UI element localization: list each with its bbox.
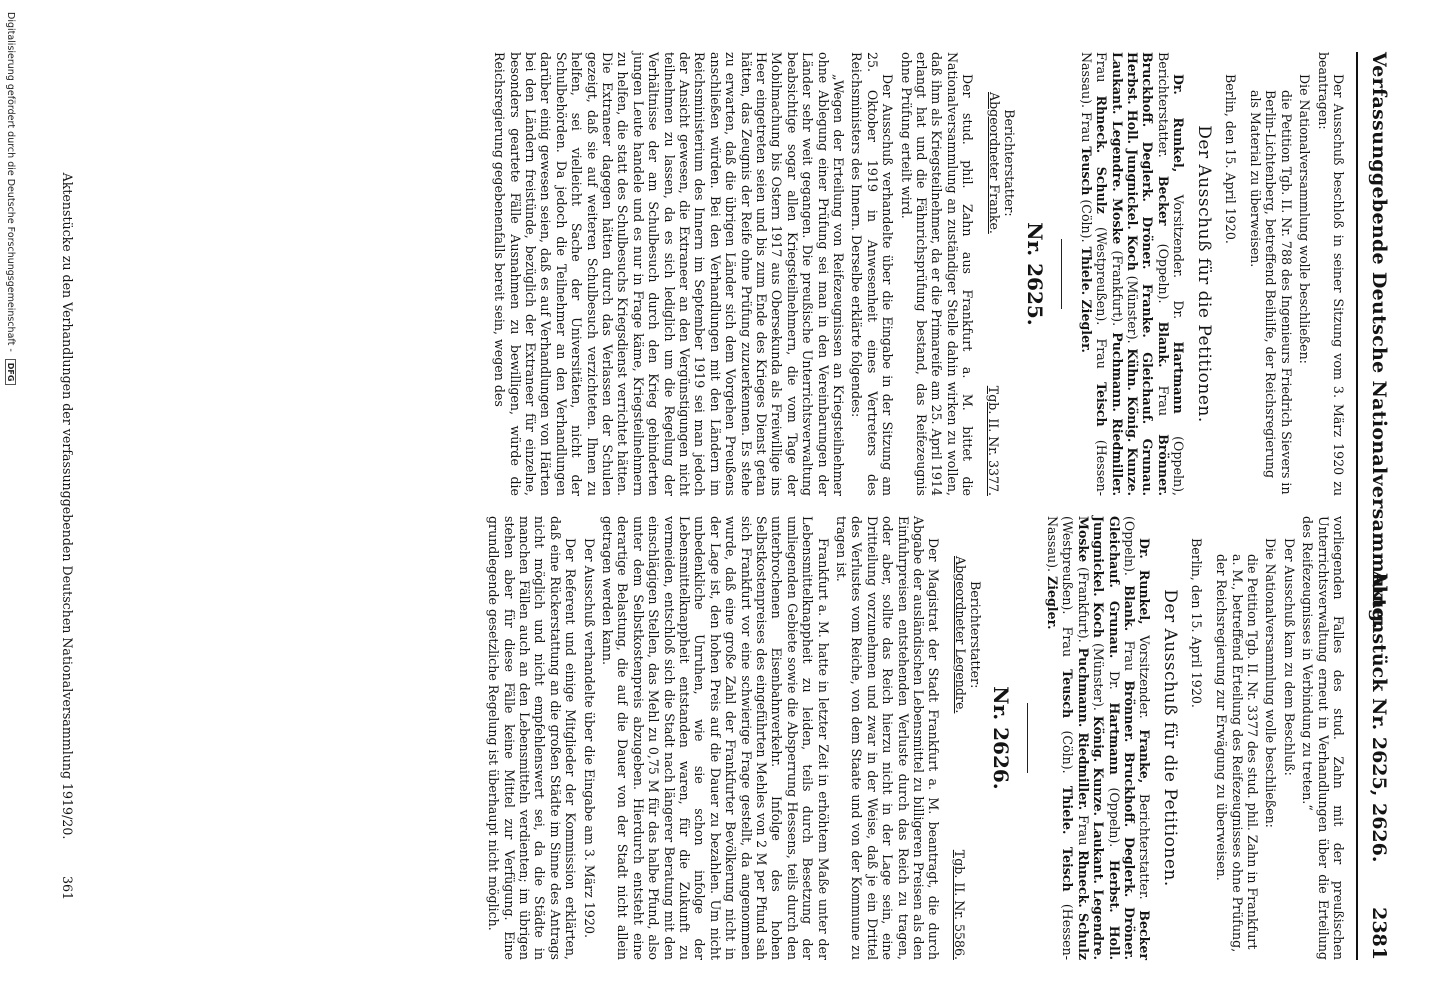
member-name: Blank.: [1155, 321, 1171, 368]
motion-intro: Die Nationalversammlung wolle beschließen:: [1297, 74, 1313, 364]
member-name: Rhneck. Schulz: [1075, 850, 1091, 961]
member-name: Teisch: [1094, 382, 1110, 427]
member-note: Frau: [1094, 52, 1110, 96]
member-name: Brönner. Bruckhoff. Deglerk. Dröner. Franke. Gleichauf. Grunau. Herbst. Holl. Jungnickel. Koch: [1124, 52, 1171, 496]
date-line: Berlin, den 15. April 1920.: [1188, 538, 1204, 708]
reporter-name: Abgeordneter Franke.: [986, 92, 1002, 234]
paragraph: Der Referent und einige Mitglieder der Kommission erklärten, daß eine Rückerstattung an die großen Städte im Sinne des Antrags nicht möglich und nicht empfehlenswert sei, da die Städte in manchen Fällen auch an den Lebensmitteln verdienten; im übrigen stehen aber für diese Fälle keine Mittel zur Verfügung. Eine grundlegende gesetzliche Regelung ist überhaupt nicht möglich.: [486, 516, 579, 960]
reporter-name: Abgeordneter Legendre.: [953, 556, 969, 714]
paragraph: Frankfurt a. M. hatte in letzter Zeit in erhöhtem Maße unter der Lebensmittelknappheit zu leiden, teils durch Besetzung der umliegenden Gebiete sowie die Absperrung Hessens, teils durch den unterbrochenen Eisenbahnverkehr. Infolge des hohen Selbstkostenpreises des eingeführten Mehles von 2 M per Pfund sah sich Frankfurt vor eine schwierige Frage gestellt, da angenommen wurde, daß eine große Zahl der Frankfurter Bevölkerung nicht in der Lage ist, den hohen Preis auf die Dauer zu bezahlen. Um nicht unbedenkliche Unruhen, wie sie schon infolge der Lebensmittelknappheit entstanden waren, für die Zukunft zu vermeiden, entschloß sich die Stadt nach längerer Beratung mit den einschlägigen Stellen, das Mehl zu 0,75 M für das halbe Pfund, also unter dem Selbstkostenpreis abzugeben. Hierdurch entsteht eine derartige Belastung, die auf die Dauer von der Stadt nicht allein getragen werden kann.: [599, 516, 831, 960]
date-line: Berlin, den 15. April 1920.: [1222, 74, 1238, 244]
member-name: Hartmann: [1171, 341, 1187, 414]
member-note: (Münster).: [1091, 637, 1107, 716]
page-footer: [60, 52, 75, 960]
member-note: (Frankfurt).: [1075, 562, 1091, 648]
member-name: Hartmann: [1106, 702, 1122, 775]
member-note: (Westpreußen). Frau: [1094, 213, 1110, 383]
section-meta: [948, 516, 984, 960]
running-head-title: Verfassunggebende Deutsche Nationalversammlung.: [1368, 52, 1390, 630]
running-head: [1356, 52, 1394, 960]
member-name: Puchmann. Riedmiller.: [1109, 332, 1125, 496]
member-note: Vorsitzender.: [1137, 624, 1153, 730]
section-divider: [1061, 239, 1062, 309]
member-name: Becker: [1155, 175, 1171, 226]
member-note: (Hessen-Nassau).: [1044, 516, 1076, 960]
journal-number: Tgb. II. Nr. 3377.: [986, 385, 1002, 496]
member-name: Teusch: [1078, 146, 1094, 196]
reporter-label: Berichterstatter:: [1002, 109, 1018, 217]
member-note: Dr.: [1106, 658, 1122, 703]
member-note: Frau: [1075, 810, 1091, 851]
committee-title: Der Ausschuß für die Petitionen.: [1160, 589, 1181, 887]
member-note: (Hessen-Nassau). Frau: [1078, 52, 1110, 496]
member-note: (Frankfurt).: [1109, 244, 1125, 333]
right-column: [110, 516, 1346, 960]
member-note: (Cöln).: [1060, 718, 1076, 786]
member-note: (Oppeln), Berichterstatter.: [1155, 52, 1187, 497]
paragraph: Der Magistrat der Stadt Frankfurt a. M. beantragt, die durch Abgabe der ausländischen Lebensmittel zu billigeren Preisen als den Einfuhrpreisen entstehenden Verluste durch das Reich zu tragen, oder aber, sollte das Reich hierzu nicht in der Lage sein, eine Dritteilung vorzunehmen und zwar in der Weise, daß je ein Drittel des Verlustes vom Reiche, von dem Staate und von der Kommune zu tragen ist.: [834, 516, 942, 960]
digitization-credit-text: Digitalisierung gefördert durch die Deutsche Forschungsgemeinschaft -: [5, 12, 16, 352]
paragraph: „Wegen der Erteilung von Reifezeugnissen an Kriegsteilnehmer ohne Ablegung einer Prüfung sei man in den Vereinbarungen der Länder sehr weit gegangen. Die preußische Unterrichtsverwaltung beabsichtige sogar allen Kriegsteilnehmern, die vom Tage der Mobilmachung bis Ostern 1917 aus Obersekunda als Freiwillige ins Heer eingetreten seien und bis zum Ende des Krieges Dienst getan hätten, das Zeugnis der Reife ohne Prüfung zuzuerkennen. Es stehe zu erwarten, daß die übrigen Länder sich dem Vorgehen Preußens anschließen würden. Bei den Verhandlungen mit den Ländern im Reichsministerium des Innern im September 1919 sei man jedoch der Ansicht gewesen, die Extraneer an den Vergünstigungen nicht teilnehmen zu lassen, da es sich lediglich um die Regelung der Verhältnisse der am Schulbesuch durch den Krieg gehinderten jungen Leute handele und es nur in Frage käme, Kriegsteilnehmern zu helfen, die statt des Schulbesuchs Kriegsdienst verrichtet hätten. Die Extraneer dagegen hätten durch das Verlassen der Schulen gezeigt, daß sie auf weiteren Schulbesuch verzichteten. Ihnen zu helfen, sei vielleicht Sache der Universitäten, nicht der Schulbehörden. Da jedoch die Teilnehmer an den Verhandlungen darüber einig gewesen seien, daß es auf Verhandlungen von Härten bei den Ländern freistünde, bezüglich der Extraneer für einzelne, besonders geartete Fälle Ausnahmen zu bewilligen, würde die Reichsregierung gegebenenfalls bereit sein, wegen des: [492, 52, 847, 496]
paragraph: Der Ausschuß verhandelte über die Eingabe in der Sitzung am 25. Oktober 1919 in Anwesenheit eines Vertreters des Reichsministers des Innern. Derselbe erklärte folgendes:: [849, 52, 896, 496]
paragraph-continuation: vorliegenden Falles des stud. Zahn mit der preußischen Unterrichtsverwaltung erneut in Verhandlungen über die Erteilung des Reifezeugnisses in Verbindung zu treten.“: [1300, 516, 1346, 960]
motion-intro: Die Nationalversammlung wolle beschließen:: [1263, 538, 1279, 828]
member-note: (Münster).: [1124, 270, 1140, 349]
member-name: Thiele. Ziegler.: [1078, 246, 1094, 353]
member-note: Frau: [1155, 367, 1171, 435]
member-name: Teusch: [1060, 669, 1076, 719]
paragraph: Der Ausschuß verhandelte über die Eingabe am 3. März 1920.: [581, 538, 597, 938]
motion-text: die Petition Tgb. II. Nr. 788 des Ingenieurs Friedrich Sievers in Berlin-Lichtenberg, betreffend Beihilfe, der Reichsregierung als Material zu überweisen.: [1247, 90, 1294, 495]
committee-title: Der Ausschuß für die Petitionen.: [1194, 125, 1215, 423]
left-column: [110, 52, 1346, 496]
running-head-right: [1368, 533, 1390, 960]
member-name: Thiele. Teisch: [1060, 785, 1076, 892]
member-note: (Cöln).: [1078, 195, 1094, 247]
member-name: Puchmann. Riedmiller.: [1075, 647, 1091, 811]
member-name: Becker: [1137, 910, 1153, 960]
footer-reference: Aktenstücke zu den Verhandlungen der verfassunggebenden Deutschen Nationalversammlung 1919/20.: [60, 172, 75, 840]
paragraph: Der stud. phil. Zahn aus Frankfurt a. M. bittet die Nationalversammlung an zuständiger Stelle dahin wirken zu wollen, daß ihm als Kriegsteilnehmer, da er die Primareife am 25. April 1914 erlangt hat und die Fähnrichsprüfung bestand, das Reifezeugnis ohne Prüfung erteilt wird.: [898, 52, 976, 496]
dfg-logo: DFG: [5, 359, 16, 386]
committee-intro: Der Ausschuß beschloß in seiner Sitzung vom 3. März 1920 zu beantragen:: [1315, 52, 1346, 496]
member-name: Franke,: [1137, 729, 1153, 784]
member-note: Vorsitzender. Dr.: [1171, 172, 1187, 342]
member-name: König. Kunze. Laukant. Legendre. Moske: [1075, 516, 1107, 960]
text-columns: [110, 52, 1346, 960]
member-name: Ziegler.: [1044, 576, 1060, 630]
member-note: (Oppeln).: [1155, 225, 1171, 322]
reporter: [953, 556, 984, 713]
running-head-document: Aktenstück Nr. 2625, 2626.: [1368, 570, 1390, 863]
footer-page-number: 361: [60, 875, 75, 900]
reporter-label: Berichterstatter:: [968, 581, 984, 689]
member-note: (Oppeln).: [1121, 516, 1137, 586]
committee-decision: Der Ausschuß kam zu dem Beschluß:: [1281, 538, 1297, 776]
member-note: Berichterstatter.: [1137, 783, 1153, 911]
motion-text: die Petition Tgb. II. Nr. 3377 des stud. phil. Zahn in Frankfurt a. M., betreffend Erteilung des Reifezeugnisses ohne Prüfung, der Reichsregierung zur Erwägung zu überweisen.: [1214, 554, 1260, 953]
section-number: Nr. 2625.: [1023, 222, 1048, 326]
member-name: Rhneck. Schulz: [1094, 95, 1110, 214]
section-meta: [981, 52, 1017, 496]
running-head-page: 2381: [1368, 907, 1390, 960]
committee-members: [1045, 516, 1153, 960]
member-note: (Westpreußen). Frau: [1060, 516, 1076, 670]
section-divider: [1028, 703, 1029, 773]
member-name: Brönner. Bruckhoff. Deglerk. Dröner. Gleichauf. Grunau.: [1106, 516, 1137, 961]
member-note: (Oppeln).: [1106, 774, 1122, 861]
member-name: Dr. Runkel,: [1137, 538, 1153, 625]
reporter: [987, 92, 1018, 234]
member-name: Herbst. Holl. Jungnickel. Koch: [1091, 516, 1122, 960]
committee-members: [1078, 52, 1186, 496]
member-name: Blank.: [1121, 585, 1137, 632]
member-name: Dr. Runkel,: [1171, 74, 1187, 173]
member-note: Frau: [1121, 631, 1137, 681]
journal-number: Tgb. II. Nr. 5586.: [952, 849, 968, 960]
member-name: Kühn. König. Kunze. Laukant. Legendre. Moske: [1109, 52, 1140, 496]
section-number: Nr. 2626.: [989, 686, 1014, 790]
